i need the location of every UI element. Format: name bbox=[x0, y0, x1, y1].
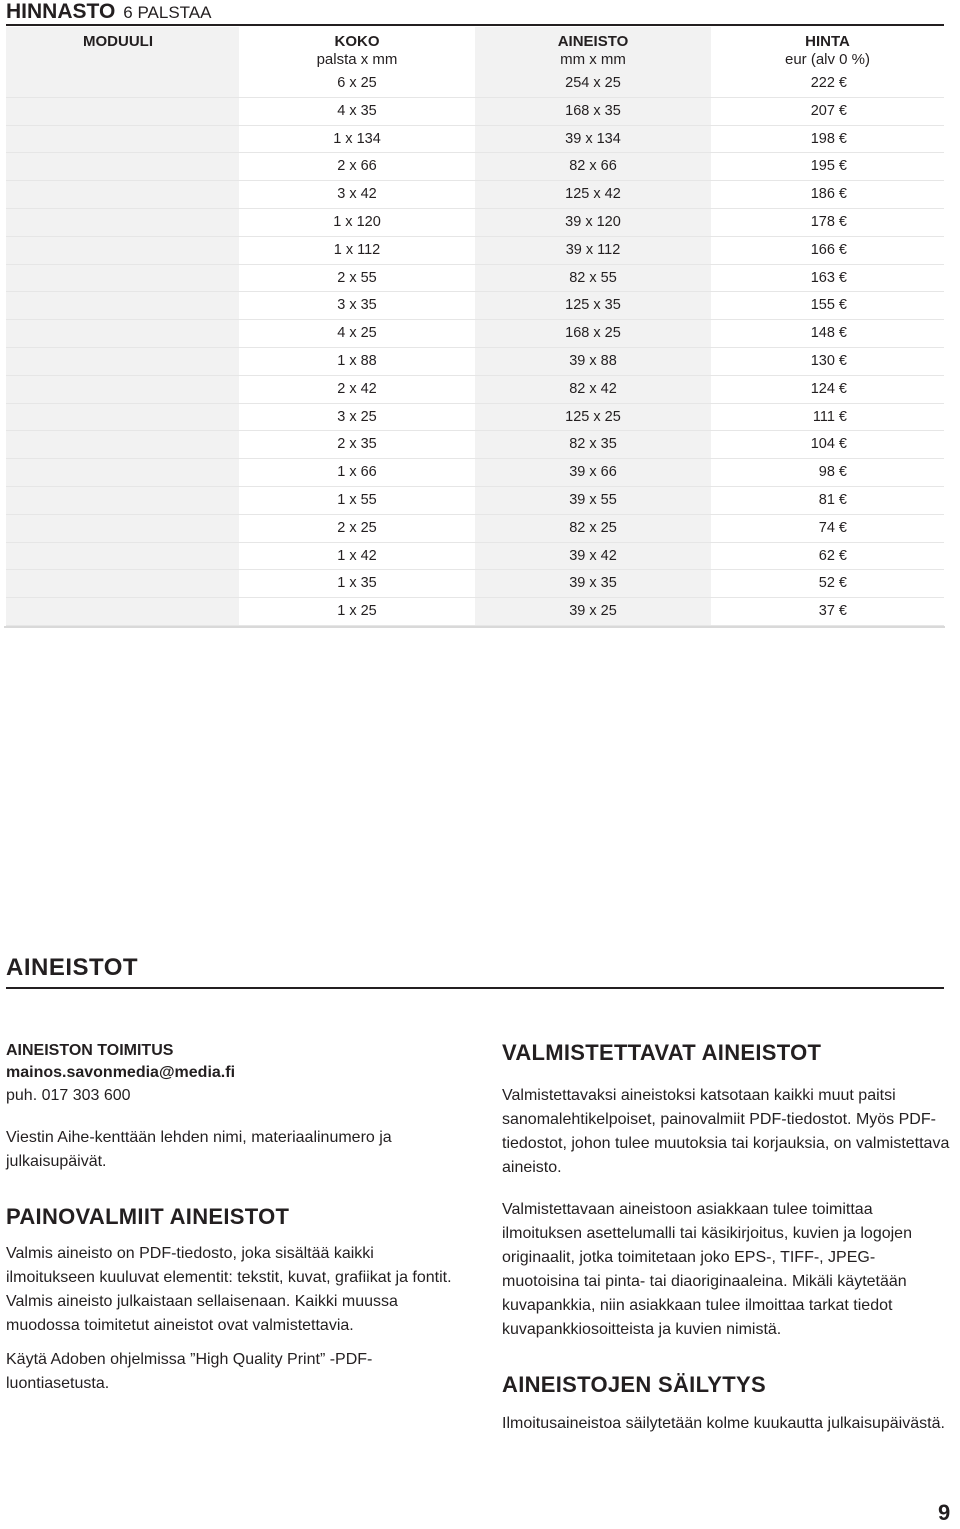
cell-moduuli bbox=[6, 598, 239, 625]
cell-koko: 1 x 25 bbox=[337, 603, 377, 620]
cell-aineisto: 39 x 25 bbox=[475, 598, 711, 625]
cell-koko: 3 x 25 bbox=[337, 408, 377, 425]
cell-aineisto: 82 x 66 bbox=[475, 153, 711, 180]
cell-hinta: 52 € bbox=[818, 575, 847, 592]
valmistettavat-text-2: Valmistettavaan aineistoon asiakkaan tulee toimittaa ilmoituksen asettelumalli tai käsikirjoitus, kuvien ja logojen originaalit, jotka toimitetaan joko EPS-, TIFF-, JPEG-muotoisina tai pinta- tai diaoriginaaleina. Mikäli käytetään kuvapankkia, niin asiakkaan tulee ilmoittaa tarkat tiedot kuvapankkiosoitteista ja kuvien nimistä. bbox=[502, 1201, 912, 1338]
cell-moduuli bbox=[6, 70, 239, 97]
cell-koko: 4 x 35 bbox=[337, 102, 377, 119]
table-row bbox=[6, 459, 944, 487]
header-aineisto-label: AINEISTO bbox=[557, 33, 629, 50]
table-row bbox=[6, 515, 944, 543]
cell-hinta: 198 € bbox=[810, 130, 847, 147]
price-table bbox=[6, 27, 944, 626]
painovalmiit-text: Valmis aineisto on PDF-tiedosto, joka sisältää kaikki ilmoitukseen kuuluvat elementit: tekstit, kuvat, grafiikat ja fontit. Valmis aineisto julkaistaan sellaisenaan. Kaikki muussa muodossa toimitetut aineistot ovat valmistettavia. bbox=[6, 1245, 452, 1334]
sailytys-heading: AINEISTOJEN SÄILYTYS bbox=[502, 1372, 766, 1397]
header-koko-unit: palsta x mm bbox=[316, 51, 398, 68]
cell-moduuli bbox=[6, 431, 239, 458]
cell-koko: 2 x 35 bbox=[337, 436, 377, 453]
cell-koko: 1 x 112 bbox=[333, 241, 381, 258]
cell-koko: 1 x 35 bbox=[337, 575, 377, 592]
left-column bbox=[6, 1040, 456, 1396]
table-row bbox=[6, 404, 944, 432]
cell-hinta: 37 € bbox=[818, 603, 847, 620]
header-moduuli: MODUULI bbox=[6, 27, 239, 70]
cell-koko: 6 x 25 bbox=[337, 75, 377, 91]
cell-koko: 1 x 42 bbox=[337, 547, 377, 564]
cell-hinta: 166 € bbox=[810, 241, 847, 258]
cell-moduuli bbox=[6, 126, 239, 153]
cell-aineisto: 39 x 55 bbox=[475, 487, 711, 514]
cell-koko: 3 x 42 bbox=[337, 186, 377, 203]
cell-moduuli bbox=[6, 98, 239, 125]
cell-aineisto: 168 x 25 bbox=[475, 320, 711, 347]
cell-moduuli bbox=[6, 570, 239, 597]
valmistettavat-heading: VALMISTETTAVAT AINEISTOT bbox=[502, 1040, 822, 1065]
cell-moduuli bbox=[6, 404, 239, 431]
cell-moduuli bbox=[6, 376, 239, 403]
cell-hinta: 148 € bbox=[810, 325, 847, 342]
header-hinta-unit: eur (alv 0 %) bbox=[784, 51, 871, 68]
cell-moduuli bbox=[6, 265, 239, 292]
cell-koko: 2 x 55 bbox=[337, 269, 377, 286]
cell-koko: 2 x 25 bbox=[337, 519, 377, 536]
cell-aineisto: 82 x 42 bbox=[475, 376, 711, 403]
table-row bbox=[6, 570, 944, 598]
table-row bbox=[6, 292, 944, 320]
aineistot-heading: AINEISTOT bbox=[6, 954, 139, 981]
cell-moduuli bbox=[6, 209, 239, 236]
title-sub: 6 PALSTAA bbox=[123, 3, 212, 22]
cell-hinta: 178 € bbox=[810, 213, 847, 230]
cell-moduuli bbox=[6, 487, 239, 514]
header-koko-label: KOKO bbox=[334, 33, 380, 50]
table-row bbox=[6, 237, 944, 265]
toimitus-heading: AINEISTON TOIMITUS bbox=[6, 1042, 174, 1059]
page-title bbox=[6, 0, 211, 24]
cell-hinta: 207 € bbox=[810, 102, 847, 119]
header-hinta bbox=[711, 27, 944, 70]
table-row bbox=[6, 181, 944, 209]
toimitus-note: Viestin Aihe-kenttään lehden nimi, materiaalinumero ja julkaisupäivät. bbox=[6, 1129, 392, 1170]
cell-hinta: 195 € bbox=[810, 158, 847, 175]
table-row bbox=[6, 153, 944, 181]
header-hinta-label: HINTA bbox=[805, 33, 850, 50]
cell-moduuli bbox=[6, 237, 239, 264]
table-body bbox=[6, 70, 944, 626]
cell-koko: 1 x 55 bbox=[337, 491, 377, 508]
cell-aineisto: 125 x 25 bbox=[475, 404, 711, 431]
cell-hinta: 81 € bbox=[818, 491, 847, 508]
cell-aineisto: 254 x 25 bbox=[475, 70, 711, 97]
table-row bbox=[6, 265, 944, 293]
cell-moduuli bbox=[6, 459, 239, 486]
header-koko bbox=[239, 27, 475, 70]
table-row bbox=[6, 320, 944, 348]
valmistettavat-text-1: Valmistettavaksi aineistoksi katsotaan kaikki muut paitsi sanomalehtikelpoiset, painovalmiit PDF-tiedostot. Myös PDF-tiedostot, johon tulee muutoksia tai korjauksia, on valmistettava aineisto. bbox=[502, 1087, 950, 1176]
cell-koko: 2 x 66 bbox=[337, 158, 377, 175]
cell-hinta: 163 € bbox=[810, 269, 847, 286]
table-row bbox=[6, 543, 944, 571]
cell-aineisto: 39 x 66 bbox=[475, 459, 711, 486]
header-aineisto-unit: mm x mm bbox=[560, 51, 626, 68]
cell-moduuli bbox=[6, 181, 239, 208]
title-main: HINNASTO bbox=[6, 0, 116, 23]
cell-koko: 4 x 25 bbox=[337, 325, 377, 342]
cell-hinta: 74 € bbox=[818, 519, 847, 536]
contact-email[interactable]: mainos.savonmedia@media.fi bbox=[6, 1064, 236, 1081]
cell-koko: 1 x 120 bbox=[333, 213, 381, 230]
cell-aineisto: 125 x 42 bbox=[475, 181, 711, 208]
contact-phone: puh. 017 303 600 bbox=[6, 1087, 131, 1104]
cell-moduuli bbox=[6, 515, 239, 542]
cell-aineisto: 125 x 35 bbox=[475, 292, 711, 319]
cell-aineisto: 39 x 35 bbox=[475, 570, 711, 597]
cell-hinta: 130 € bbox=[810, 352, 847, 369]
cell-hinta: 98 € bbox=[818, 464, 847, 481]
table-row bbox=[6, 70, 944, 98]
cell-aineisto: 168 x 35 bbox=[475, 98, 711, 125]
cell-aineisto: 39 x 112 bbox=[475, 237, 711, 264]
cell-hinta: 222 € bbox=[810, 75, 847, 91]
table-row bbox=[6, 98, 944, 126]
cell-moduuli bbox=[6, 292, 239, 319]
title-divider bbox=[6, 24, 944, 26]
cell-hinta: 186 € bbox=[810, 186, 847, 203]
table-row bbox=[6, 348, 944, 376]
cell-koko: 2 x 42 bbox=[337, 380, 377, 397]
cell-moduuli bbox=[6, 348, 239, 375]
table-header-row bbox=[6, 27, 944, 70]
cell-hinta: 155 € bbox=[810, 297, 847, 314]
cell-moduuli bbox=[6, 153, 239, 180]
cell-moduuli bbox=[6, 543, 239, 570]
cell-koko: 3 x 35 bbox=[337, 297, 377, 314]
table-bottom-rule bbox=[4, 626, 945, 628]
table-row bbox=[6, 376, 944, 404]
cell-koko: 1 x 134 bbox=[333, 130, 381, 147]
cell-koko: 1 x 66 bbox=[337, 464, 377, 481]
sailytys-text: Ilmoitusaineistoa säilytetään kolme kuukautta julkaisupäivästä. bbox=[502, 1415, 945, 1432]
page-number: 9 bbox=[938, 1500, 951, 1525]
right-column bbox=[502, 1040, 952, 1436]
cell-moduuli bbox=[6, 320, 239, 347]
painovalmiit-pdf-settings: Käytä Adoben ohjelmissa ”High Quality Print” -PDF-luontiasetusta. bbox=[6, 1351, 373, 1392]
cell-aineisto: 39 x 134 bbox=[475, 126, 711, 153]
painovalmiit-heading: PAINOVALMIIT AINEISTOT bbox=[6, 1204, 290, 1229]
header-aineisto bbox=[475, 27, 711, 70]
cell-aineisto: 39 x 88 bbox=[475, 348, 711, 375]
table-row bbox=[6, 598, 944, 626]
table-row bbox=[6, 431, 944, 459]
cell-aineisto: 82 x 25 bbox=[475, 515, 711, 542]
cell-hinta: 111 € bbox=[812, 408, 847, 425]
cell-aineisto: 39 x 120 bbox=[475, 209, 711, 236]
cell-aineisto: 39 x 42 bbox=[475, 543, 711, 570]
table-row bbox=[6, 209, 944, 237]
table-row bbox=[6, 126, 944, 154]
aineistot-divider bbox=[6, 987, 944, 989]
cell-hinta: 62 € bbox=[818, 547, 847, 564]
cell-aineisto: 82 x 55 bbox=[475, 265, 711, 292]
table-row bbox=[6, 487, 944, 515]
cell-koko: 1 x 88 bbox=[337, 352, 377, 369]
cell-aineisto: 82 x 35 bbox=[475, 431, 711, 458]
cell-hinta: 124 € bbox=[810, 380, 847, 397]
cell-hinta: 104 € bbox=[810, 436, 847, 453]
